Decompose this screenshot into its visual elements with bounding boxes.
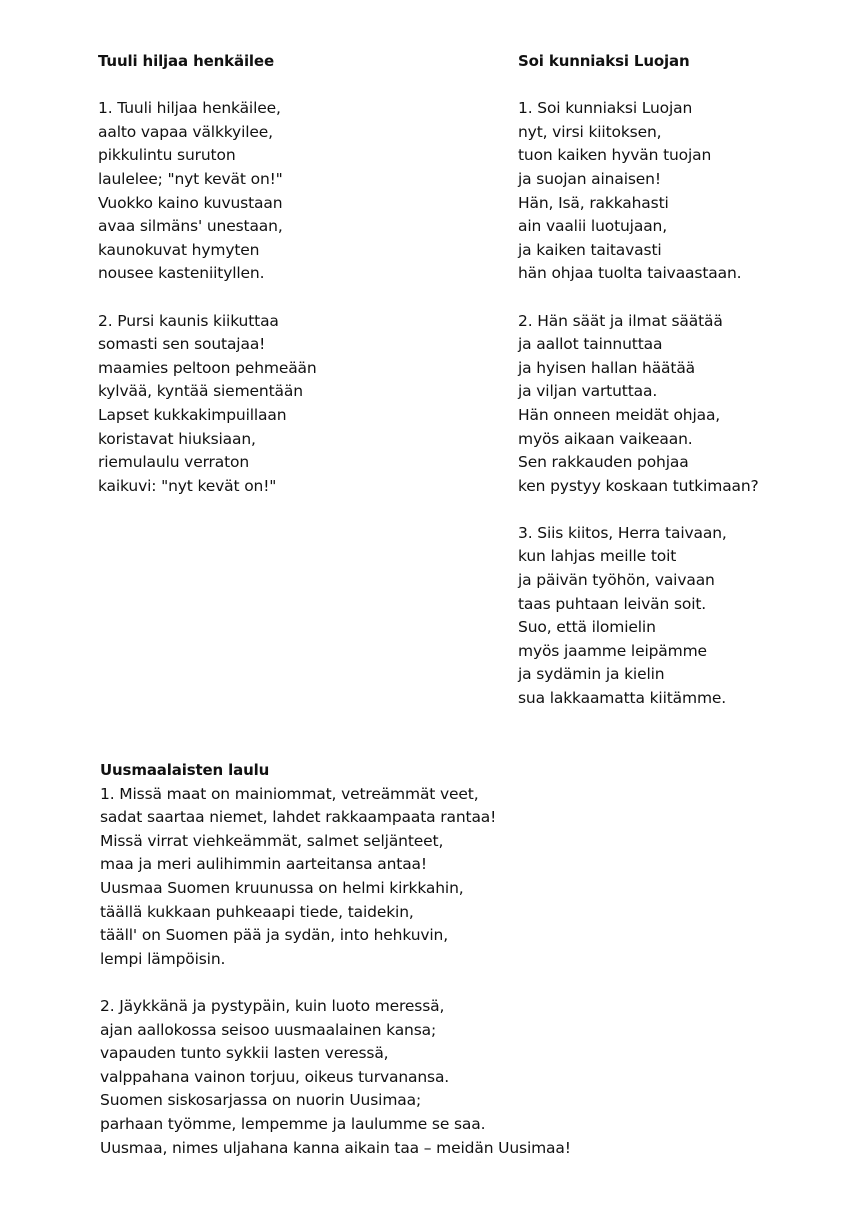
verse-line: somasti sen soutajaa!	[98, 335, 266, 354]
verse-line: Hän, Isä, rakkahasti	[518, 193, 669, 212]
verse-line: avaa silmäns' unestaan,	[98, 217, 283, 236]
verse-line: Suo, että ilomielin	[518, 618, 656, 637]
verse-line: ken pystyy koskaan tutkimaan?	[518, 476, 759, 495]
verse-line: Missä virrat viehkeämmät, salmet seljänteet,	[100, 831, 444, 850]
verse-3	[518, 522, 759, 711]
verse-line: ain vaalii luotujaan,	[518, 217, 667, 236]
verse-2	[518, 310, 759, 499]
verse-line: sadat saartaa niemet, lahdet rakkaampaata rantaa!	[100, 808, 497, 827]
verse-line: maamies peltoon pehmeään	[98, 358, 317, 377]
verse-line: ja sydämin ja kielin	[518, 665, 665, 684]
song-soi-kunniaksi-luojan	[518, 50, 759, 711]
verse-line: ja kaiken taitavasti	[518, 240, 662, 259]
verse-1	[100, 783, 571, 972]
verse-line: Uusmaa Suomen kruunussa on helmi kirkkahin,	[100, 878, 464, 897]
verse-line: kaikuvi: "nyt kevät on!"	[98, 476, 277, 495]
verse-line: valppahana vainon torjuu, oikeus turvanansa.	[100, 1067, 450, 1086]
verse-line: vapauden tunto sykkii lasten veressä,	[100, 1044, 389, 1063]
verse-line: nousee kasteniityllen.	[98, 264, 265, 283]
verse-line: tuon kaiken hyvän tuojan	[518, 146, 712, 165]
verse-2	[98, 310, 317, 499]
verse-line: Uusmaa, nimes uljahana kanna aikain taa – meidän Uusimaa!	[100, 1138, 571, 1157]
verse-line: ja viljan vartuttaa.	[518, 382, 658, 401]
verse-line: tääll' on Suomen pää ja sydän, into hehkuvin,	[100, 926, 449, 945]
verse-line: laulelee; "nyt kevät on!"	[98, 169, 283, 188]
verse-line: taas puhtaan leivän soit.	[518, 594, 707, 613]
verse-line: ajan aallokossa seisoo uusmaalainen kansa;	[100, 1020, 437, 1039]
verse-line: hän ohjaa tuolta taivaastaan.	[518, 264, 742, 283]
verse-line: Suomen siskosarjassa on nuorin Uusimaa;	[100, 1091, 422, 1110]
verse-line: lempi lämpöisin.	[100, 949, 226, 968]
verse-line: kun lahjas meille toit	[518, 547, 677, 566]
verse-2	[100, 995, 571, 1160]
verse-1	[98, 97, 317, 286]
verse-line: maa ja meri aulihimmin aarteitansa antaa!	[100, 855, 427, 874]
verse-line: sua lakkaamatta kiitämme.	[518, 689, 727, 708]
verse-line: Vuokko kaino kuvustaan	[98, 193, 283, 212]
verse-line: pikkulintu suruton	[98, 146, 236, 165]
verse-line: ja suojan ainaisen!	[518, 169, 661, 188]
verse-line: myös jaamme leipämme	[518, 641, 707, 660]
verse-line: 1. Soi kunniaksi Luojan	[518, 99, 693, 118]
verse-line: 2. Jäykkänä ja pystypäin, kuin luoto meressä,	[100, 996, 445, 1015]
verse-line: 2. Pursi kaunis kiikuttaa	[98, 311, 279, 330]
verse-line: koristavat hiuksiaan,	[98, 429, 256, 448]
verse-line: täällä kukkaan puhkeaapi tiede, taidekin,	[100, 902, 414, 921]
verse-line: 2. Hän säät ja ilmat säätää	[518, 311, 723, 330]
verse-line: ja hyisen hallan häätää	[518, 358, 696, 377]
verse-line: kylvää, kyntää siementään	[98, 382, 303, 401]
song-title: Uusmaalaisten laulu	[100, 761, 270, 779]
verse-line: riemulaulu verraton	[98, 453, 250, 472]
song-uusmaalaisten-laulu	[100, 759, 571, 1160]
verse-line: Sen rakkauden pohjaa	[518, 453, 689, 472]
song-tuuli-hiljaa	[98, 50, 317, 498]
verse-line: 1. Missä maat on mainiommat, vetreämmät veet,	[100, 784, 479, 803]
song-title: Tuuli hiljaa henkäilee	[98, 52, 274, 70]
song-title: Soi kunniaksi Luojan	[518, 52, 690, 70]
verse-1	[518, 97, 759, 286]
verse-line: Hän onneen meidät ohjaa,	[518, 405, 721, 424]
verse-line: Lapset kukkakimpuillaan	[98, 405, 287, 424]
verse-line: kaunokuvat hymyten	[98, 240, 260, 259]
verse-line: myös aikaan vaikeaan.	[518, 429, 693, 448]
verse-line: ja päivän työhön, vaivaan	[518, 571, 715, 590]
verse-line: nyt, virsi kiitoksen,	[518, 122, 662, 141]
verse-line: parhaan työmme, lempemme ja laulumme se saa.	[100, 1114, 486, 1133]
verse-line: 3. Siis kiitos, Herra taivaan,	[518, 523, 727, 542]
verse-line: 1. Tuuli hiljaa henkäilee,	[98, 99, 281, 118]
verse-line: ja aallot tainnuttaa	[518, 335, 663, 354]
verse-line: aalto vapaa välkkyilee,	[98, 122, 273, 141]
